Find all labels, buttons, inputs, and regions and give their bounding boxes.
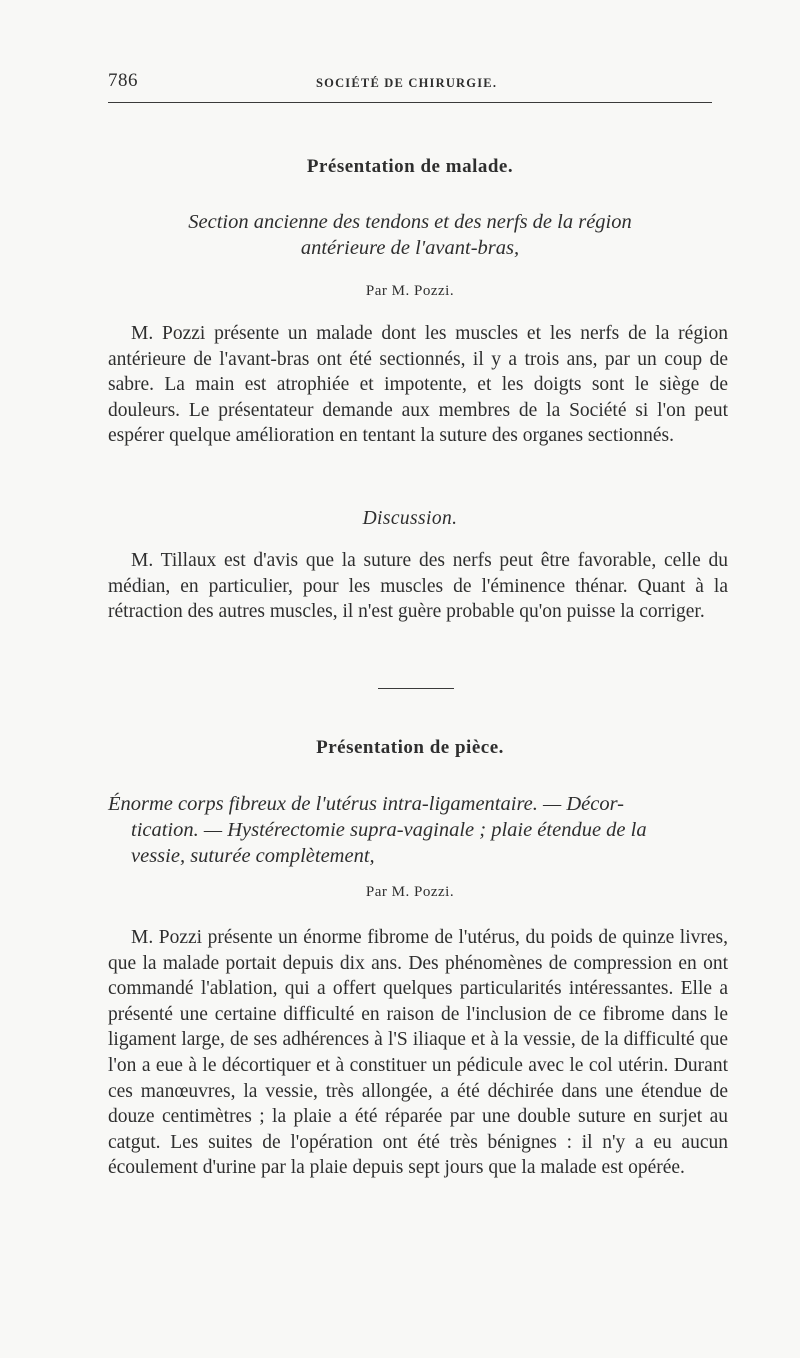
section-separator <box>378 688 454 689</box>
section2-body <box>108 925 728 1181</box>
subtitle-line: vessie, suturée complètement, <box>131 845 375 867</box>
body-paragraph: M. Tillaux est d'avis que la suture des nerfs peut être favorable, celle du médian, en particulier, pour les muscles de l'éminence thénar. Quant à la rétraction des autres muscles, il n'est guère probable qu'on puisse la corriger. <box>108 550 728 623</box>
subtitle-line: antérieure de l'avant-bras, <box>300 237 520 259</box>
section1-body <box>108 321 728 449</box>
body-paragraph: M. Pozzi présente un malade dont les muscles et les nerfs de la région antérieure de l'avant-bras ont été sectionnés, il y a trois ans, par un coup de sabre. La main est atrophiée et impotente, et les doigts sont le siège de douleurs. Le présentateur demande aux membres de la Société si l'on peut espérer quelque amélioration en tentant la suture des organes sectionnés. <box>108 323 728 447</box>
header-rule <box>108 102 712 103</box>
section1-subtitle <box>108 209 712 261</box>
subtitle-line: Section ancienne des tendons et des nerfs de la région <box>188 211 632 233</box>
discussion-body <box>108 548 728 625</box>
body-paragraph: M. Pozzi présente un énorme fibrome de l'utérus, du poids de quinze livres, que la malade portait depuis dix ans. Des phénomènes de compression en ont commandé l'ablation, qui a offert quelques particularités intéressantes. Elle a présenté une certaine difficulté en raison de l'inclusion de ce fibrome dans le ligament large, de ses adhérences à l'S iliaque et à la vessie, de la difficulté que l'on a eue à le décortiquer et à constituer un pédicule avec le col utérin. Durant ces manœuvres, la vessie, très allongée, a été déchirée dans une étendue de douze centimètres ; la plaie a été réparée par une double suture en surjet au catgut. Les suites de l'opération ont été très bénignes : il n'y a eu aucun écoulement d'urine par la plaie depuis sept jours que la malade est opérée. <box>108 927 728 1179</box>
section-title-presentation-malade: Présentation de malade. <box>306 156 514 177</box>
subtitle-line: Énorme corps fibreux de l'utérus intra-ligamentaire. — Décor- <box>108 793 625 815</box>
discussion-heading: Discussion. <box>362 508 458 529</box>
section1-byline: Par M. Pozzi. <box>365 283 455 299</box>
section-title-presentation-piece: Présentation de pièce. <box>316 737 504 758</box>
running-title: SOCIÉTÉ DE CHIRURGIE. <box>316 76 498 90</box>
section2-subtitle <box>108 791 728 869</box>
page-header <box>108 68 712 98</box>
page-number: 786 <box>108 70 138 91</box>
subtitle-line: tication. — Hystérectomie supra-vaginale ; plaie étendue de la <box>131 819 647 841</box>
section2-byline: Par M. Pozzi. <box>365 884 455 900</box>
